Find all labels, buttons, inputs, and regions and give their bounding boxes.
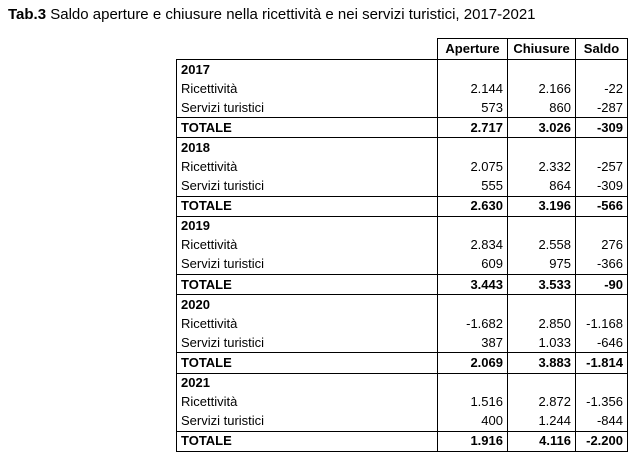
row-label: Servizi turistici xyxy=(177,412,438,432)
total-aperture-value: 2.069 xyxy=(438,353,508,373)
aperture-value: -1.682 xyxy=(438,314,508,333)
saldo-value: -309 xyxy=(576,177,628,197)
chiusure-value: 2.850 xyxy=(508,314,576,333)
total-row xyxy=(177,431,628,451)
year-label: 2020 xyxy=(177,295,438,315)
total-aperture-value: 1.916 xyxy=(438,431,508,451)
saldo-value: -1.356 xyxy=(576,393,628,412)
total-aperture-value: 2.630 xyxy=(438,196,508,216)
year-empty-cell xyxy=(438,373,508,393)
table-caption: Saldo aperture e chiusure nella ricettività e nei servizi turistici, 2017-2021 xyxy=(50,6,536,23)
year-row xyxy=(177,216,628,236)
table-body xyxy=(177,60,628,452)
table-row xyxy=(177,255,628,275)
table-row xyxy=(177,177,628,197)
total-row xyxy=(177,118,628,138)
row-label: Servizi turistici xyxy=(177,98,438,118)
year-empty-cell xyxy=(576,60,628,80)
chiusure-value: 860 xyxy=(508,98,576,118)
table-row xyxy=(177,314,628,333)
row-label: Ricettività xyxy=(177,79,438,98)
year-label: 2017 xyxy=(177,60,438,80)
aperture-value: 2.144 xyxy=(438,79,508,98)
total-chiusure-value: 4.116 xyxy=(508,431,576,451)
chiusure-value: 2.872 xyxy=(508,393,576,412)
total-label: TOTALE xyxy=(177,196,438,216)
saldo-value: -844 xyxy=(576,412,628,432)
year-empty-cell xyxy=(438,295,508,315)
year-row xyxy=(177,138,628,158)
year-row xyxy=(177,60,628,80)
total-chiusure-value: 3.196 xyxy=(508,196,576,216)
year-label: 2019 xyxy=(177,216,438,236)
total-label: TOTALE xyxy=(177,431,438,451)
row-label: Servizi turistici xyxy=(177,177,438,197)
total-saldo-value: -1.814 xyxy=(576,353,628,373)
total-chiusure-value: 3.883 xyxy=(508,353,576,373)
year-empty-cell xyxy=(508,295,576,315)
chiusure-value: 2.166 xyxy=(508,79,576,98)
aperture-value: 573 xyxy=(438,98,508,118)
saldo-value: -366 xyxy=(576,255,628,275)
total-aperture-value: 3.443 xyxy=(438,275,508,295)
year-row xyxy=(177,295,628,315)
row-label: Servizi turistici xyxy=(177,333,438,353)
chiusure-value: 975 xyxy=(508,255,576,275)
saldo-value: 276 xyxy=(576,236,628,255)
total-saldo-value: -309 xyxy=(576,118,628,138)
total-row xyxy=(177,275,628,295)
row-label: Ricettività xyxy=(177,393,438,412)
row-label: Ricettività xyxy=(177,236,438,255)
chiusure-value: 1.244 xyxy=(508,412,576,432)
saldo-value: -646 xyxy=(576,333,628,353)
total-aperture-value: 2.717 xyxy=(438,118,508,138)
total-label: TOTALE xyxy=(177,275,438,295)
total-chiusure-value: 3.533 xyxy=(508,275,576,295)
header-blank xyxy=(177,39,438,60)
year-empty-cell xyxy=(438,216,508,236)
aperture-value: 1.516 xyxy=(438,393,508,412)
chiusure-value: 2.332 xyxy=(508,157,576,176)
total-saldo-value: -566 xyxy=(576,196,628,216)
table-row xyxy=(177,157,628,176)
header-saldo: Saldo xyxy=(576,39,628,60)
year-empty-cell xyxy=(508,373,576,393)
table-row xyxy=(177,393,628,412)
row-label: Servizi turistici xyxy=(177,255,438,275)
data-table xyxy=(176,38,628,452)
year-empty-cell xyxy=(576,216,628,236)
table-title xyxy=(8,6,536,23)
saldo-value: -22 xyxy=(576,79,628,98)
year-label: 2021 xyxy=(177,373,438,393)
total-label: TOTALE xyxy=(177,353,438,373)
aperture-value: 2.834 xyxy=(438,236,508,255)
total-chiusure-value: 3.026 xyxy=(508,118,576,138)
aperture-value: 387 xyxy=(438,333,508,353)
header-row xyxy=(177,39,628,60)
year-empty-cell xyxy=(508,60,576,80)
total-saldo-value: -2.200 xyxy=(576,431,628,451)
year-empty-cell xyxy=(438,60,508,80)
year-empty-cell xyxy=(508,216,576,236)
aperture-value: 609 xyxy=(438,255,508,275)
table-row xyxy=(177,412,628,432)
table-row xyxy=(177,333,628,353)
saldo-value: -1.168 xyxy=(576,314,628,333)
aperture-value: 2.075 xyxy=(438,157,508,176)
chiusure-value: 2.558 xyxy=(508,236,576,255)
year-empty-cell xyxy=(576,138,628,158)
year-label: 2018 xyxy=(177,138,438,158)
aperture-value: 400 xyxy=(438,412,508,432)
year-empty-cell xyxy=(576,373,628,393)
total-label: TOTALE xyxy=(177,118,438,138)
aperture-value: 555 xyxy=(438,177,508,197)
year-empty-cell xyxy=(508,138,576,158)
table-row xyxy=(177,98,628,118)
table-row xyxy=(177,236,628,255)
year-empty-cell xyxy=(438,138,508,158)
saldo-value: -287 xyxy=(576,98,628,118)
header-aperture: Aperture xyxy=(438,39,508,60)
total-row xyxy=(177,196,628,216)
total-saldo-value: -90 xyxy=(576,275,628,295)
saldo-value: -257 xyxy=(576,157,628,176)
table-number: Tab.3 xyxy=(8,6,47,23)
row-label: Ricettività xyxy=(177,314,438,333)
year-empty-cell xyxy=(576,295,628,315)
year-row xyxy=(177,373,628,393)
total-row xyxy=(177,353,628,373)
table-row xyxy=(177,79,628,98)
chiusure-value: 864 xyxy=(508,177,576,197)
chiusure-value: 1.033 xyxy=(508,333,576,353)
row-label: Ricettività xyxy=(177,157,438,176)
header-chiusure: Chiusure xyxy=(508,39,576,60)
